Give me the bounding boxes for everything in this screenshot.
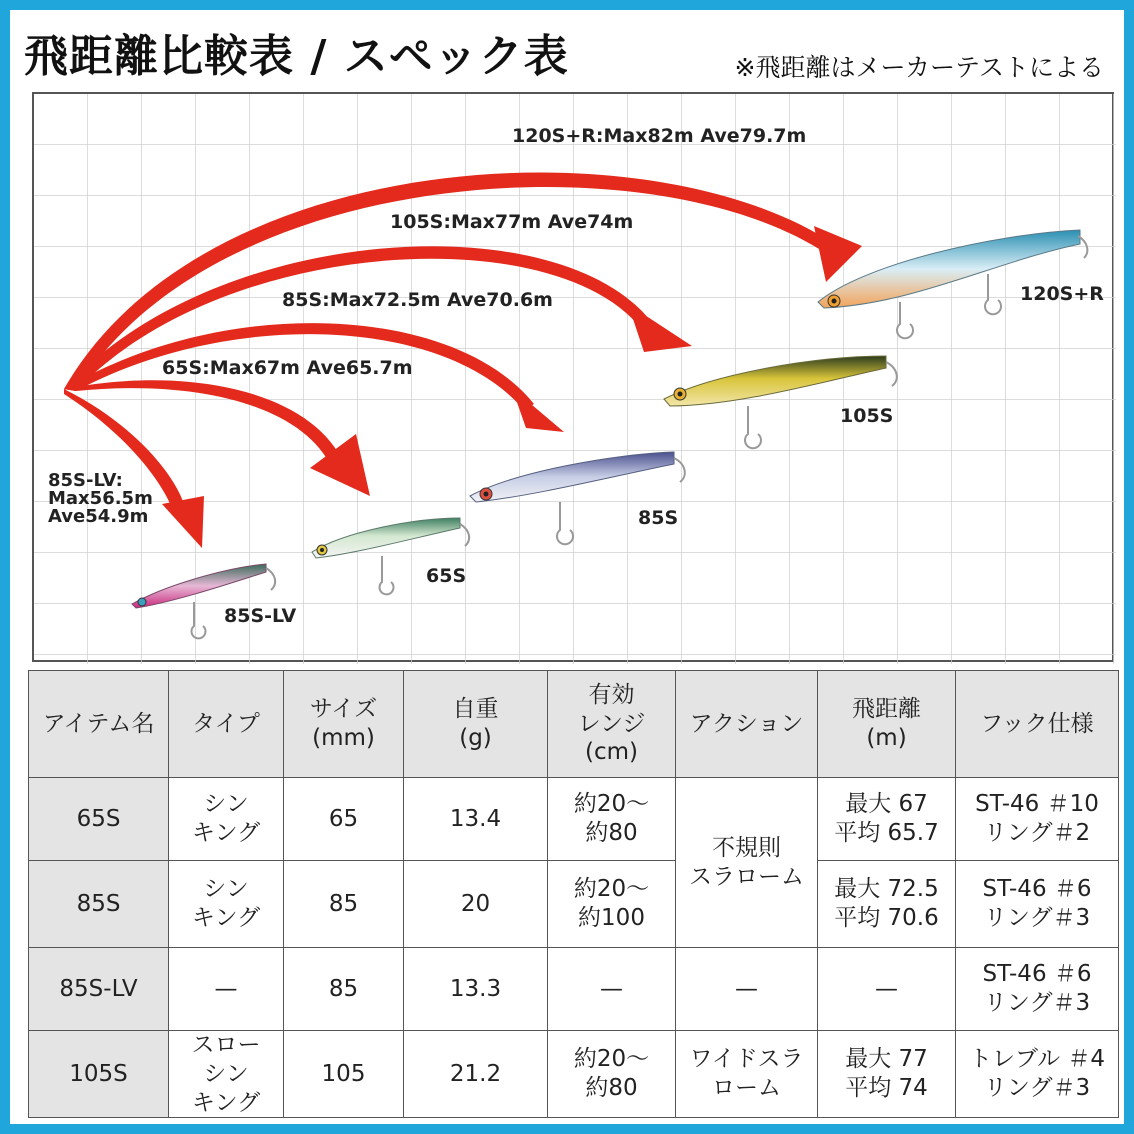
header-size: サイズ (mm) bbox=[284, 671, 404, 778]
cell-item-name: 65S bbox=[29, 778, 169, 861]
label-65s-distance: 65S:Max67m Ave65.7m bbox=[162, 357, 413, 379]
table-row bbox=[29, 778, 1119, 861]
cell-item-name: 85S bbox=[29, 861, 169, 948]
source-note: ※飛距離はメーカーテストによる bbox=[734, 53, 1104, 82]
cell-item-name: 105S bbox=[29, 1031, 169, 1118]
cell-distance: 最大 67 平均 65.7 bbox=[818, 778, 956, 861]
label-85slv-distance-ave: Ave54.9m bbox=[48, 506, 149, 527]
label-85slv-distance-title: 85S-LV: bbox=[48, 470, 123, 491]
cell-weight: 20 bbox=[404, 861, 548, 948]
label-lure-85s: 85S bbox=[638, 507, 679, 529]
cell-distance: 最大 72.5 平均 70.6 bbox=[818, 861, 956, 948]
cell-range: 約20～ 約100 bbox=[548, 861, 676, 948]
cell-size: 85 bbox=[284, 948, 404, 1031]
label-85slv-distance-max: Max56.5m bbox=[48, 488, 153, 509]
cell-size: 65 bbox=[284, 778, 404, 861]
cell-distance: 最大 77 平均 74 bbox=[818, 1031, 956, 1118]
header-item-name: アイテム名 bbox=[29, 671, 169, 778]
label-85s-distance: 85S:Max72.5m Ave70.6m bbox=[282, 289, 553, 311]
page-title: 飛距離比較表 / スペック表 bbox=[24, 31, 569, 82]
cell-range: — bbox=[548, 948, 676, 1031]
header-action: アクション bbox=[676, 671, 818, 778]
header-distance: 飛距離 (m) bbox=[818, 671, 956, 778]
cell-range: 約20～ 約80 bbox=[548, 778, 676, 861]
label-105s-distance: 105S:Max77m Ave74m bbox=[390, 211, 634, 233]
cell-action: ワイドスラ ローム bbox=[676, 1031, 818, 1118]
content-frame bbox=[10, 10, 1124, 1124]
cell-item-name: 85S-LV bbox=[29, 948, 169, 1031]
cell-hook: ST-46 ＃6 リング＃3 bbox=[956, 948, 1119, 1031]
header-weight: 自重 (g) bbox=[404, 671, 548, 778]
header-type: タイプ bbox=[169, 671, 284, 778]
table-row bbox=[29, 861, 1119, 948]
cell-size: 85 bbox=[284, 861, 404, 948]
distance-chart bbox=[32, 92, 1114, 662]
header-hook: フック仕様 bbox=[956, 671, 1119, 778]
cell-range: 約20～ 約80 bbox=[548, 1031, 676, 1118]
cell-action: 不規則 スラローム bbox=[676, 778, 818, 948]
distance-chart-svg bbox=[34, 94, 1116, 664]
header-range: 有効 レンジ (cm) bbox=[548, 671, 676, 778]
table-row bbox=[29, 1031, 1119, 1118]
label-lure-105s: 105S bbox=[840, 405, 894, 427]
label-lure-85slv: 85S-LV bbox=[224, 605, 297, 627]
table-header-row bbox=[29, 671, 1119, 778]
cell-type: シン キング bbox=[169, 861, 284, 948]
cell-action: — bbox=[676, 948, 818, 1031]
cell-hook: ST-46 ＃6 リング＃3 bbox=[956, 861, 1119, 948]
label-lure-65s: 65S bbox=[426, 565, 467, 587]
cell-hook: ST-46 ＃10 リング＃2 bbox=[956, 778, 1119, 861]
label-lure-120sr: 120S+R bbox=[1020, 283, 1104, 305]
cell-hook: トレブル ＃4 リング＃3 bbox=[956, 1031, 1119, 1118]
label-120sr-distance: 120S+R:Max82m Ave79.7m bbox=[512, 125, 807, 147]
cell-type: — bbox=[169, 948, 284, 1031]
cell-type: スロー シン キング bbox=[169, 1031, 284, 1118]
cell-weight: 13.4 bbox=[404, 778, 548, 861]
cell-weight: 13.3 bbox=[404, 948, 548, 1031]
table-row bbox=[29, 948, 1119, 1031]
spec-table bbox=[28, 670, 1119, 1118]
cell-distance: — bbox=[818, 948, 956, 1031]
cell-type: シン キング bbox=[169, 778, 284, 861]
cell-size: 105 bbox=[284, 1031, 404, 1118]
cell-weight: 21.2 bbox=[404, 1031, 548, 1118]
